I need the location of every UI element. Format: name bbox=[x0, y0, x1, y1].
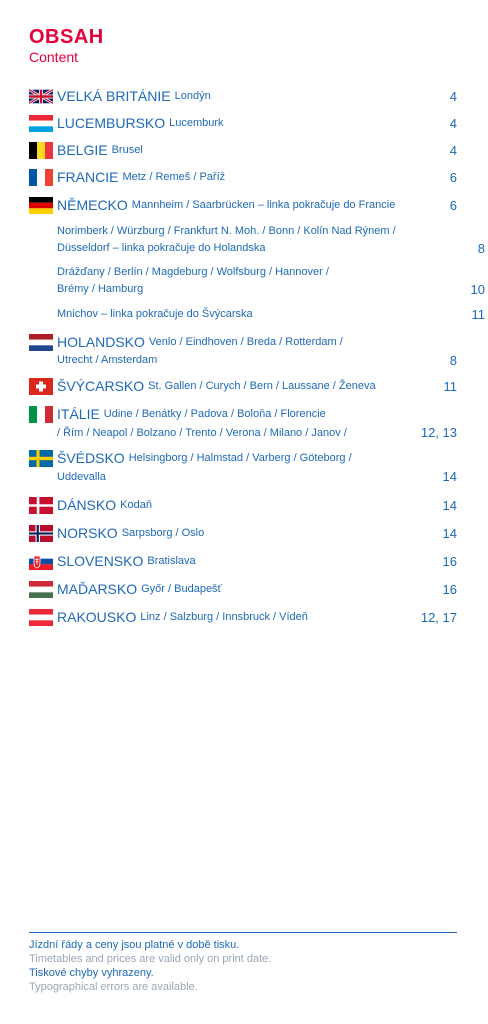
luxembourg-flag-icon bbox=[29, 115, 53, 132]
country-name: MAĎARSKO bbox=[57, 581, 138, 597]
city-list: Sarpsborg / Oslo bbox=[121, 527, 205, 539]
page-title: OBSAH bbox=[29, 26, 104, 48]
city-list: St. Gallen / Curych / Bern / Laussane / Ženeva bbox=[148, 380, 376, 392]
country-name: NĚMECKO bbox=[57, 197, 128, 213]
toc-entry-sweden[interactable] bbox=[29, 448, 457, 485]
austria-flag-icon bbox=[29, 609, 53, 626]
city-list: Kodaň bbox=[120, 499, 152, 511]
country-name: SLOVENSKO bbox=[57, 553, 144, 569]
country-name: ŠVÉDSKO bbox=[57, 450, 125, 466]
netherlands-flag-icon bbox=[29, 334, 53, 351]
country-name: ŠVÝCARSKO bbox=[57, 378, 145, 394]
page-number: 14 bbox=[442, 497, 457, 513]
page-number: 8 bbox=[449, 353, 457, 368]
footer-errors-en: Typographical errors are available. bbox=[29, 981, 198, 993]
city-list: Brusel bbox=[111, 144, 143, 156]
page-number: 16 bbox=[442, 581, 457, 597]
city-list: Venlo / Eindhoven / Breda / Rotterdam / bbox=[148, 336, 343, 348]
switzerland-flag-icon bbox=[29, 378, 53, 395]
toc-subentry-germany-south[interactable] bbox=[29, 306, 485, 323]
subentry-line: Brémy / Hamburg bbox=[57, 283, 144, 295]
subentry-line: Drážďany / Berlín / Magdeburg / Wolfsburg / Hannover / bbox=[57, 266, 329, 278]
hungary-flag-icon bbox=[29, 581, 53, 598]
page-number: 12, 13 bbox=[420, 425, 457, 440]
city-list: Metz / Remeš / Paříž bbox=[122, 171, 226, 183]
toc-entry-belgium[interactable] bbox=[29, 140, 457, 160]
city-list: Linz / Salzburg / Innsbruck / Vídeň bbox=[140, 611, 308, 623]
city-list: Győr / Budapešť bbox=[141, 583, 222, 595]
country-name: RAKOUSKO bbox=[57, 609, 137, 625]
page-number: 10 bbox=[470, 282, 485, 297]
country-name: NORSKO bbox=[57, 525, 118, 541]
subentry-line: Mnichov – linka pokračuje do Švýcarska bbox=[57, 308, 253, 320]
city-list: Bratislava bbox=[147, 555, 196, 567]
city-list-continued: / Řím / Neapol / Bolzano / Trento / Verona / Milano / Janov / bbox=[57, 426, 347, 439]
toc-entry-slovakia[interactable] bbox=[29, 551, 457, 571]
toc-entry-austria[interactable] bbox=[29, 607, 457, 627]
country-name: FRANCIE bbox=[57, 169, 119, 185]
page-number: 6 bbox=[449, 169, 457, 185]
page-number: 4 bbox=[449, 88, 457, 104]
page-number: 12, 17 bbox=[420, 609, 457, 625]
country-name: HOLANDSKO bbox=[57, 334, 145, 350]
page-number: 4 bbox=[449, 115, 457, 131]
germany-flag-icon bbox=[29, 197, 53, 214]
sweden-flag-icon bbox=[29, 450, 53, 467]
page-header bbox=[29, 27, 104, 66]
toc-entry-luxembourg[interactable] bbox=[29, 113, 457, 133]
page-number: 11 bbox=[471, 307, 485, 322]
country-name: BELGIE bbox=[57, 142, 108, 158]
country-name: VELKÁ BRITÁNIE bbox=[57, 88, 171, 104]
page-number: 6 bbox=[449, 197, 457, 213]
city-list-continued: Utrecht / Amsterdam bbox=[57, 354, 158, 366]
country-name: LUCEMBURSKO bbox=[57, 115, 166, 131]
footer-errors-cz: Tiskové chyby vyhrazeny. bbox=[29, 967, 154, 979]
page-number: 4 bbox=[449, 142, 457, 158]
city-list: Lucemburk bbox=[169, 117, 224, 129]
page-number: 14 bbox=[442, 469, 457, 484]
slovakia-flag-icon bbox=[29, 553, 53, 570]
belgium-flag-icon bbox=[29, 142, 53, 159]
toc-entry-norway[interactable] bbox=[29, 523, 457, 543]
city-list: Londýn bbox=[174, 90, 211, 102]
city-list: Mannheim / Saarbrücken – linka pokračuje do Francie bbox=[131, 199, 396, 211]
denmark-flag-icon bbox=[29, 497, 53, 514]
toc-entry-denmark[interactable] bbox=[29, 495, 457, 515]
toc-entry-germany[interactable] bbox=[29, 195, 457, 215]
france-flag-icon bbox=[29, 169, 53, 186]
toc-subentry-germany-north-west[interactable] bbox=[29, 223, 485, 257]
toc-entry-france[interactable] bbox=[29, 167, 457, 187]
city-list: Udine / Benátky / Padova / Boloňa / Florencie bbox=[103, 408, 326, 420]
italy-flag-icon bbox=[29, 406, 53, 423]
footer-validity-cz: Jízdní řády a ceny jsou platné v době tisku. bbox=[29, 939, 240, 951]
country-name: DÁNSKO bbox=[57, 497, 117, 513]
city-list-continued: Uddevalla bbox=[57, 470, 106, 483]
subentry-line: Norimberk / Würzburg / Frankfurt N. Moh. / Bonn / Kolín Nad Rýnem / bbox=[57, 225, 396, 237]
footer-validity-en: Timetables and prices are valid only on print date. bbox=[29, 953, 272, 965]
subentry-line: Düsseldorf – linka pokračuje do Holandska bbox=[57, 242, 266, 254]
toc-entry-netherlands[interactable] bbox=[29, 332, 457, 369]
uk-flag-icon bbox=[29, 88, 53, 105]
toc-entry-uk[interactable] bbox=[29, 86, 457, 106]
toc-entry-italy[interactable] bbox=[29, 404, 457, 441]
norway-flag-icon bbox=[29, 525, 53, 542]
page-number: 14 bbox=[442, 525, 457, 541]
country-name: ITÁLIE bbox=[57, 406, 100, 422]
city-list: Helsingborg / Halmstad / Varberg / Göteborg / bbox=[128, 452, 352, 464]
page-subtitle: Content bbox=[29, 49, 79, 65]
toc-subentry-germany-north[interactable] bbox=[29, 264, 485, 298]
page-number: 11 bbox=[443, 378, 457, 394]
footer-notice bbox=[29, 932, 457, 994]
toc-entry-hungary[interactable] bbox=[29, 579, 457, 599]
page-number: 8 bbox=[477, 241, 485, 256]
page-number: 16 bbox=[442, 553, 457, 569]
toc-entry-switzerland[interactable] bbox=[29, 376, 457, 396]
